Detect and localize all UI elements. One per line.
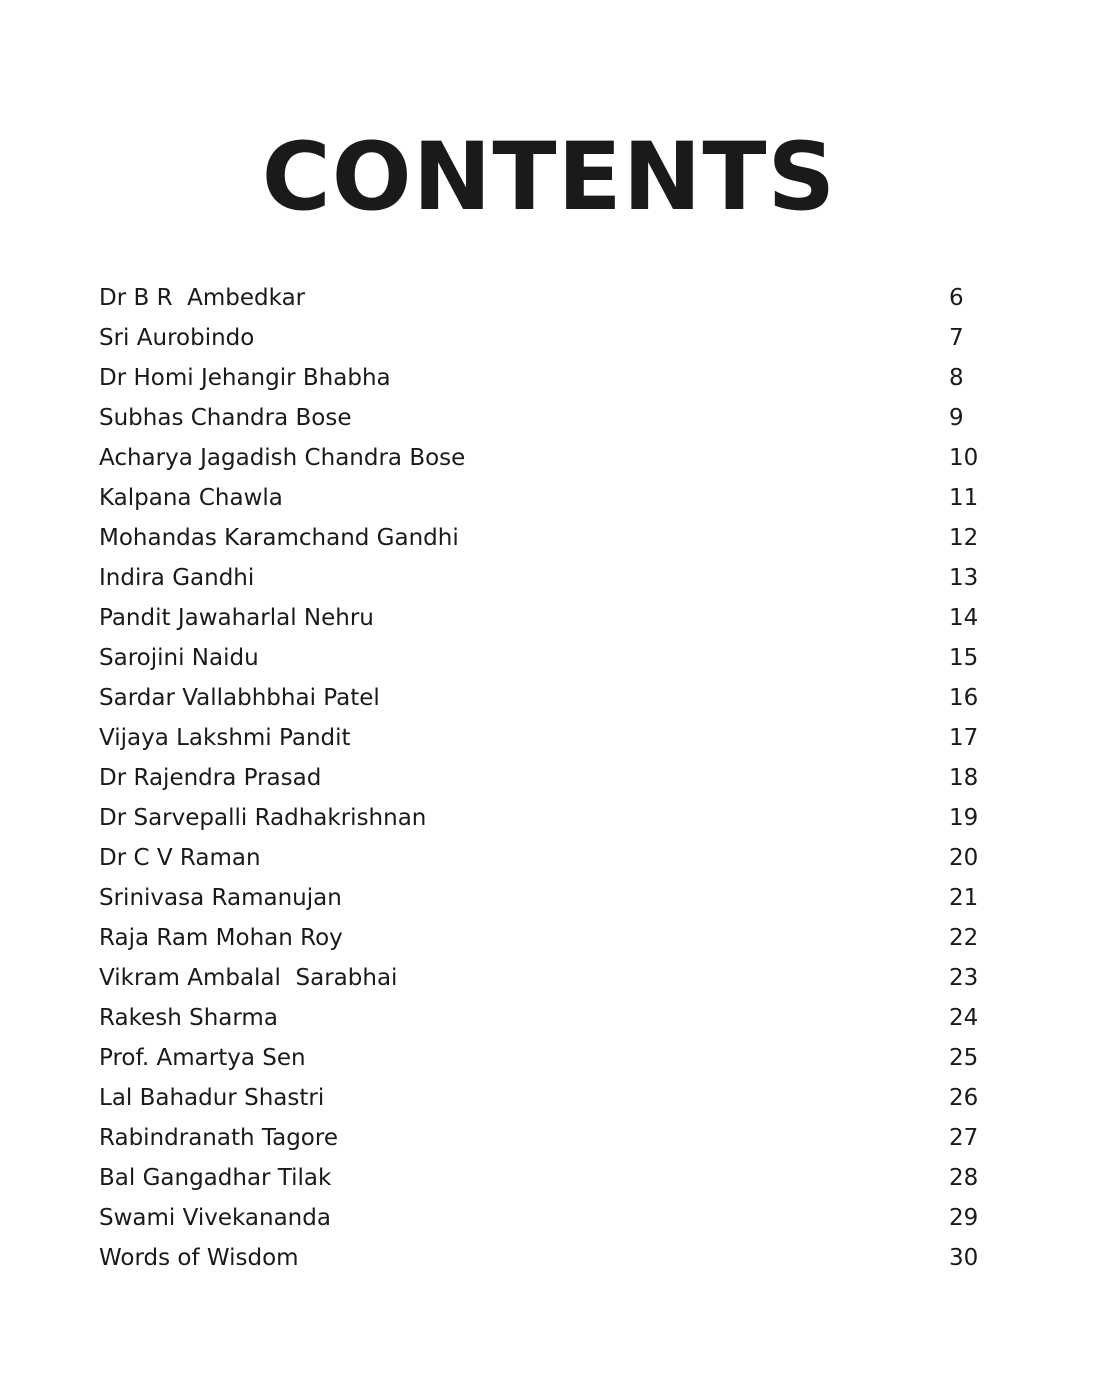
toc-entry-page: 6 (949, 285, 964, 311)
toc-entry[interactable] (99, 1078, 979, 1118)
toc-entry-name: Dr C V Raman (99, 845, 261, 871)
toc-entry[interactable] (99, 1238, 979, 1278)
toc-entry[interactable] (99, 918, 979, 958)
toc-entry[interactable] (99, 758, 979, 798)
toc-entry-name: Lal Bahadur Shastri (99, 1085, 325, 1111)
toc-entry-name: Sardar Vallabhbhai Patel (99, 685, 380, 711)
toc-entry-name: Sarojini Naidu (99, 645, 259, 671)
toc-entry[interactable] (99, 1118, 979, 1158)
toc-entry-name: Bal Gangadhar Tilak (99, 1165, 332, 1191)
toc-entry-name: Acharya Jagadish Chandra Bose (99, 445, 466, 471)
toc-entry[interactable] (99, 838, 979, 878)
toc-entry-name: Prof. Amartya Sen (99, 1045, 306, 1071)
toc-entry[interactable] (99, 558, 979, 598)
toc-entry-page: 15 (949, 645, 979, 671)
toc-entry-page: 22 (949, 925, 979, 951)
toc-entry-name: Words of Wisdom (99, 1245, 299, 1271)
toc-entry-name: Subhas Chandra Bose (99, 405, 352, 431)
toc-entry[interactable] (99, 1158, 979, 1198)
toc-entry[interactable] (99, 878, 979, 918)
toc-entry-name: Mohandas Karamchand Gandhi (99, 525, 459, 551)
toc-entry-page: 16 (949, 685, 979, 711)
page-title: CONTENTS (261, 123, 837, 232)
toc-entry[interactable] (99, 598, 979, 638)
toc-entry[interactable] (99, 358, 979, 398)
toc-entry-page: 8 (949, 365, 964, 391)
toc-entry[interactable] (99, 718, 979, 758)
toc-entry-page: 10 (949, 445, 979, 471)
toc-entry[interactable] (99, 438, 979, 478)
toc-entry-name: Swami Vivekananda (99, 1205, 331, 1231)
toc-entry-page: 21 (949, 885, 979, 911)
toc-entry[interactable] (99, 638, 979, 678)
toc-entry-name: Dr Homi Jehangir Bhabha (99, 365, 391, 391)
toc-entry-page: 29 (949, 1205, 979, 1231)
toc-entry-name: Kalpana Chawla (99, 485, 283, 511)
toc-entry-name: Rakesh Sharma (99, 1005, 278, 1031)
toc-entry[interactable] (99, 318, 979, 358)
toc-entry-name: Indira Gandhi (99, 565, 255, 591)
toc-entry[interactable] (99, 518, 979, 558)
toc-entry-page: 17 (949, 725, 979, 751)
toc-entry-name: Pandit Jawaharlal Nehru (99, 605, 374, 631)
toc-entry-page: 26 (949, 1085, 979, 1111)
toc-entry-page: 9 (949, 405, 964, 431)
toc-entry-name: Rabindranath Tagore (99, 1125, 338, 1151)
toc-entry[interactable] (99, 958, 979, 998)
toc-entry-page: 20 (949, 845, 979, 871)
toc-entry-name: Raja Ram Mohan Roy (99, 925, 343, 951)
toc-entry-name: Vijaya Lakshmi Pandit (99, 725, 351, 751)
table-of-contents (99, 278, 979, 1278)
toc-entry-name: Srinivasa Ramanujan (99, 885, 342, 911)
toc-entry-page: 14 (949, 605, 979, 631)
toc-entry[interactable] (99, 398, 979, 438)
toc-entry-page: 12 (949, 525, 979, 551)
toc-entry[interactable] (99, 678, 979, 718)
toc-entry[interactable] (99, 1038, 979, 1078)
toc-entry-page: 19 (949, 805, 979, 831)
toc-entry-page: 28 (949, 1165, 979, 1191)
toc-entry[interactable] (99, 998, 979, 1038)
toc-entry-page: 25 (949, 1045, 979, 1071)
toc-entry-page: 18 (949, 765, 979, 791)
toc-entry-page: 13 (949, 565, 979, 591)
toc-entry-page: 23 (949, 965, 979, 991)
toc-entry-name: Dr Rajendra Prasad (99, 765, 322, 791)
toc-entry-name: Dr B R Ambedkar (99, 285, 306, 311)
toc-entry[interactable] (99, 478, 979, 518)
toc-entry-name: Vikram Ambalal Sarabhai (99, 965, 398, 991)
toc-entry-page: 27 (949, 1125, 979, 1151)
toc-entry-page: 7 (949, 325, 964, 351)
toc-entry-page: 24 (949, 1005, 979, 1031)
toc-entry-page: 30 (949, 1245, 979, 1271)
toc-entry[interactable] (99, 798, 979, 838)
toc-entry-name: Sri Aurobindo (99, 325, 255, 351)
toc-entry[interactable] (99, 278, 979, 318)
toc-entry-name: Dr Sarvepalli Radhakrishnan (99, 805, 427, 831)
toc-entry[interactable] (99, 1198, 979, 1238)
toc-entry-page: 11 (949, 485, 979, 511)
